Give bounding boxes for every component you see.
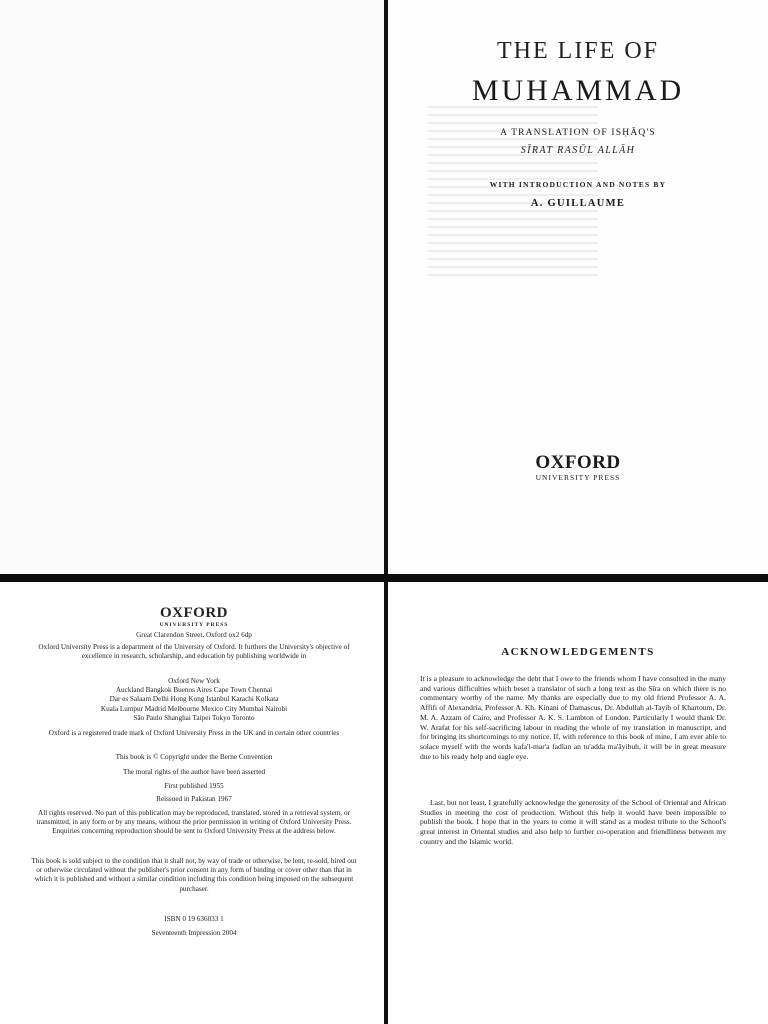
trademark-notice: Oxford is a registered trade mark of Oxford University Press in the UK and in certain other countries (48, 729, 340, 737)
copyright-page (0, 582, 384, 1024)
reissued-notice: Reissued in Pakistan 1967 (156, 795, 232, 803)
first-published: First published 1955 (164, 782, 224, 790)
title-page (388, 0, 768, 574)
acknowledgements-page (388, 582, 768, 1024)
acknowledgements-heading: ACKNOWLEDGEMENTS (501, 646, 655, 658)
acknowledgements-paragraph-1: It is a pleasure to acknowledge the debt that I owe to the friends whom I have consulted in the many and various difficulties which beset a translator of such a long text as the Sīra on which there is no commentary worthy of the name. My thanks are especially due to my old friend Professor A. A. Affifi of Alexandria, Professor A. Kh. Kinani of Damascus, Dr. Abdullah al-Tayib of Khartoum, Dr. M. A. Azzam of Cairo, and Professor A. K. S. Lambton of London. Particularly I would thank Dr. W. Arafat for his self-sacrificing labour in reading the whole of my translation in manuscript, and for bringing its shortcomings to my notice. If, with reference to this book of mine, I am ever able to solace myself with the words kafa'l-mar'a fadlan an tu'adda ma'āyibuh, it will be in great measure due to his ready help and eagle eye. (420, 674, 726, 761)
publisher-address: Great Clarendon Street, Oxford ox2 6dp (136, 631, 252, 639)
impression-notice: Seventeenth Impression 2004 (151, 929, 237, 937)
author-name: A. GUILLAUME (530, 198, 626, 209)
rights-reserved-notice: All rights reserved. No part of this publication may be reproduced, translated, stored in a retrieval system, or transmitted, in any form or by any means, without the prior permission in writing of Oxford University Press. Enquiries concerning reproduction should be sent to Oxford University Press at the address below. (36, 809, 352, 836)
blank-page (0, 0, 384, 574)
introduction-credit: WITH INTRODUCTION AND NOTES BY (489, 180, 667, 189)
publisher-subtitle: UNIVERSITY PRESS (535, 473, 621, 482)
subtitle-line2: SĪRAT RASŪL ALLĀH (520, 145, 636, 156)
copyright-notice: This book is © Copyright under the Berne Convention (115, 753, 273, 761)
sale-condition-notice: This book is sold subject to the condition that it shall not, by way of trade or otherwise, be lent, re-sold, hired out or otherwise circulated without the publisher's prior consent in any form of binding or cover other than that in which it is published and without a similar condition including this condition being imposed on the subsequent purchaser. (31, 857, 357, 893)
scan-page-divider (0, 574, 768, 582)
publisher-logo: OXFORD (535, 452, 621, 473)
publisher-subtitle: UNIVERSITY PRESS (159, 622, 229, 628)
publisher-logo: OXFORD (160, 605, 228, 621)
isbn: ISBN 0 19 636033 1 (164, 915, 224, 923)
publisher-description: Oxford University Press is a department of the University of Oxford. It furthers the University's objective of excellence in research, scholarship, and education by publishing worldwide in (38, 643, 350, 661)
moral-rights-notice: The moral rights of the author have been asserted (122, 768, 266, 776)
acknowledgements-paragraph-2: Last, but not least, I gratefully acknowledge the generosity of the School of Oriental and African Studies in meeting the cost of production. Without this help it would have been impossible to publish the book. I hope that in the years to come it will stand as a modest tribute to the School's great interest in Oriental studies and also help to further co-operation and friendliness between my country and the Islamic world. (420, 798, 726, 846)
book-spine-gutter (384, 0, 388, 1024)
book-title-line1: THE LIFE OF (497, 38, 659, 64)
publisher-cities: Oxford New York Auckland Bangkok Buenos Aires Cape Town Chennai Dar es Salaam Delhi Hong Kong Istanbul Karachi Kolkata Kuala Lumpur Madrid Melbourne Mexico City Mumbai Nairobi São Paulo Shanghai Taipei Tokyo Toronto (100, 677, 288, 722)
book-title-line2: MUHAMMAD (471, 74, 685, 107)
subtitle-line1: A TRANSLATION OF ISḤĀQ'S (500, 128, 656, 138)
